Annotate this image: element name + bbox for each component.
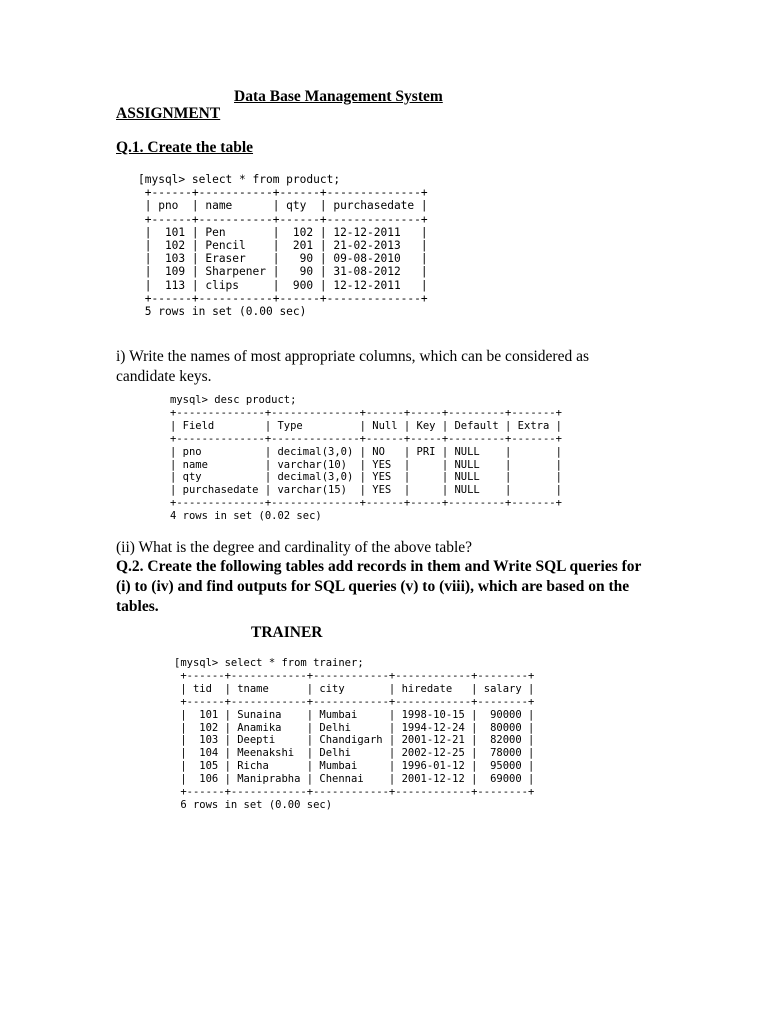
trainer-select-output: [mysql> select * from trainer; +------+------------+------------+------------+--------+ | tid | tname | city | hiredate | salary | +------+------------+------------+------------+--------+ | 101 | Sunaina | Mumbai | 1998-10-15 | 90000 | | 102 | Anamika | Delhi | 1994-12-24 | 80000 | | 103 | Deepti | Chandigarh | 2001-12-21 | 82000 | | 104 | Meenakshi | Delhi | 2002-12-25 | 78000 | | 105 | Richa | Mumbai | 1996-01-12 | 95000 | | 106 | Maniprabha | Chennai | 2001-12-12 | 69000 | +------+------------+------------+------------+--------+ 6 rows in set (0.00 sec) [174, 657, 535, 811]
trainer-heading: TRAINER [251, 624, 323, 641]
page-title: Data Base Management System [234, 88, 443, 105]
question-i-text: i) Write the names of most appropriate columns, which can be considered as candidate keys. [116, 348, 589, 385]
assignment-heading: ASSIGNMENT [116, 105, 221, 122]
question-ii-text: (ii) What is the degree and cardinality of the above table? [116, 539, 473, 556]
question-2-heading: Q.2. Create the following tables add records in them and Write SQL queries for (i) to (iv) and find outputs for SQL queries (v) to (viii), which are based on the tables. [116, 558, 642, 615]
product-desc-output: mysql> desc product; +--------------+--------------+------+-----+---------+-------+ | Field | Type | Null | Key | Default | Extra | +--------------+--------------+------+-----+---------+-------+ | pno | decimal(3,0) | NO | PRI | NULL | | | name | varchar(10) | YES | | NULL | | | qty | decimal(3,0) | YES | | NULL | | | purchasedate | varchar(15) | YES | | NULL | | +--------------+--------------+------+-----+---------+-------+ 4 rows in set (0.02 sec) [170, 394, 562, 523]
product-select-output: [mysql> select * from product; +------+-----------+------+--------------+ | pno | name | qty | purchasedate | +------+-----------+------+--------------+ | 101 | Pen | 102 | 12-12-2011 | | 102 | Pencil | 201 | 21-02-2013 | | 103 | Eraser | 90 | 09-08-2010 | | 109 | Sharpener | 90 | 31-08-2012 | | 113 | clips | 900 | 12-12-2011 | +------+-----------+------+--------------+ 5 rows in set (0.00 sec) [138, 173, 428, 319]
question-1-heading: Q.1. Create the table [116, 139, 254, 156]
